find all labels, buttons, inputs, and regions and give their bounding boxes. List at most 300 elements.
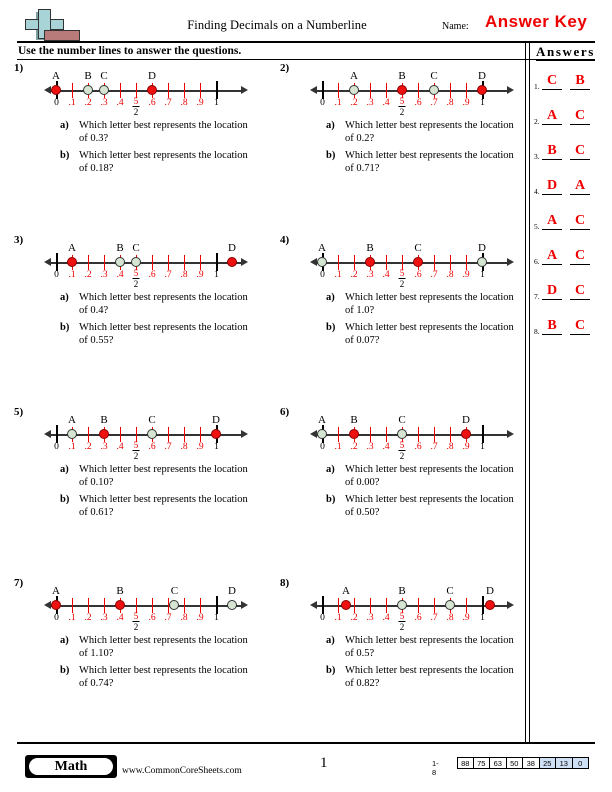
question-text: Which letter best represents the location of 0.10?: [79, 464, 248, 488]
number-line-tick: [184, 427, 185, 442]
answer-value-a: D: [542, 178, 562, 195]
question-letter: b): [326, 494, 336, 505]
number-line-tick-label: .6: [148, 270, 156, 280]
number-line-tick-label: .7: [430, 270, 438, 280]
number-line-point-label: C: [148, 414, 156, 426]
number-line-tick-label: .9: [462, 613, 470, 623]
question-letter: a): [60, 464, 69, 475]
grading-scale-range: 1-8: [432, 759, 439, 777]
answer-key-stamp: Answer Key: [485, 12, 588, 31]
number-line-tick-label: .7: [430, 442, 438, 452]
question-text: Which letter best represents the location of 0.74?: [79, 665, 248, 689]
number-line-tick: [434, 427, 435, 442]
number-line-tick-label: .8: [446, 442, 454, 452]
number-line-point: [99, 85, 109, 95]
number-line-tick: [72, 598, 73, 613]
number-line-tick-label: 1: [214, 270, 219, 280]
number-line-tick-label: .2: [84, 442, 92, 452]
number-line-point: [445, 600, 455, 610]
number-line-tick-label: .2: [350, 442, 358, 452]
number-line-point-label: C: [170, 585, 179, 597]
answer-value-b: C: [570, 248, 590, 265]
page-number: 1: [320, 755, 328, 771]
number-line-tick: [386, 83, 387, 98]
number-line-tick: [466, 598, 467, 613]
number-line-point-label: C: [100, 70, 108, 82]
arrow-right-icon: [507, 258, 514, 266]
number-line-point-label: A: [342, 585, 350, 597]
number-line-point-label: A: [68, 242, 76, 254]
number-line-tick: [152, 598, 153, 613]
number-line-tick: [482, 596, 484, 614]
arrow-left-icon: [44, 258, 51, 266]
number-line-tick: [184, 83, 185, 98]
number-line-point-label: A: [318, 242, 326, 254]
problem-number: 5): [14, 406, 24, 418]
answer-row: [534, 143, 596, 163]
number-line-tick-label: .3: [100, 442, 108, 452]
number-line-point-label: D: [462, 414, 470, 426]
number-line-tick-label: .2: [350, 98, 358, 108]
number-line-fraction-label: 5 2: [133, 96, 139, 117]
number-line-tick-label: .8: [180, 270, 188, 280]
number-line-tick: [216, 596, 218, 614]
number-line-tick-label: .1: [68, 442, 76, 452]
arrow-right-icon: [507, 601, 514, 609]
number-line-axis: [48, 605, 244, 607]
answer-row-number: 3.: [534, 152, 540, 161]
number-line-tick: [418, 427, 419, 442]
number-line-tick: [338, 255, 339, 270]
page-title: Finding Decimals on a Numberline: [187, 18, 367, 32]
number-line-tick-label: .8: [180, 98, 188, 108]
number-line-tick-label: .9: [462, 442, 470, 452]
number-line-tick: [88, 598, 89, 613]
number-line-tick-label: 0: [320, 270, 325, 280]
number-line-tick: [434, 598, 435, 613]
answers-title: Answers: [536, 44, 595, 59]
question-letter: b): [326, 665, 336, 676]
number-line-tick-label: .3: [100, 613, 108, 623]
problem-number: 1): [14, 62, 24, 74]
number-line-fraction-label: 5 2: [133, 268, 139, 289]
number-line-tick: [56, 425, 58, 443]
number-line-tick-label: .2: [84, 270, 92, 280]
number-line-tick: [418, 83, 419, 98]
question-letter: b): [326, 322, 336, 333]
name-label: Name:: [442, 21, 469, 32]
question-letter: b): [60, 150, 70, 161]
number-line-tick-label: .6: [148, 613, 156, 623]
number-line: [44, 583, 249, 632]
number-line-point: [397, 429, 407, 439]
number-line-tick-label: 0: [54, 270, 59, 280]
number-line-tick: [184, 255, 185, 270]
problem-number: 4): [280, 234, 290, 246]
number-line-tick: [56, 253, 58, 271]
number-line-point: [131, 257, 141, 267]
arrow-left-icon: [310, 258, 317, 266]
number-line-tick-label: 1: [480, 270, 485, 280]
number-line-tick: [370, 83, 371, 98]
number-line-tick: [434, 255, 435, 270]
question-text: Which letter best represents the location of 0.07?: [345, 322, 514, 346]
number-line-tick-label: 1: [214, 613, 219, 623]
number-line-point: [349, 85, 359, 95]
number-line-tick: [322, 596, 324, 614]
answer-value-b: A: [570, 178, 590, 195]
problem-number: 6): [280, 406, 290, 418]
number-line-fraction-label: 5 2: [399, 96, 405, 117]
number-line-tick: [482, 425, 484, 443]
number-line-tick-label: .7: [430, 98, 438, 108]
answer-row: [534, 213, 596, 233]
number-line-point: [477, 257, 487, 267]
header-divider: [17, 41, 595, 43]
arrow-left-icon: [44, 430, 51, 438]
number-line-tick: [72, 83, 73, 98]
number-line-tick-label: .4: [116, 98, 124, 108]
answer-row-number: 6.: [534, 257, 540, 266]
answer-row-number: 7.: [534, 292, 540, 301]
problem-number: 2): [280, 62, 290, 74]
number-line-tick-label: .4: [116, 442, 124, 452]
answer-row: [534, 283, 596, 303]
number-line-tick: [152, 255, 153, 270]
number-line-tick-label: 0: [54, 98, 59, 108]
number-line-point: [169, 600, 179, 610]
number-line-tick: [466, 255, 467, 270]
number-line-tick: [104, 598, 105, 613]
grading-scale-cell: 13: [556, 757, 573, 769]
number-line-point-label: D: [228, 242, 236, 254]
question-letter: a): [326, 464, 335, 475]
number-line-tick-label: .3: [366, 270, 374, 280]
number-line-axis: [48, 262, 244, 264]
number-line-fraction-label: 5 2: [399, 440, 405, 461]
answer-row-number: 8.: [534, 327, 540, 336]
grading-scale-cell: 50: [507, 757, 524, 769]
number-line-tick: [386, 598, 387, 613]
number-line-point-label: D: [478, 242, 486, 254]
question-text: Which letter best represents the location of 0.00?: [345, 464, 514, 488]
arrow-right-icon: [241, 258, 248, 266]
grading-scale-cell: 25: [540, 757, 557, 769]
number-line-tick: [322, 81, 324, 99]
number-line-tick-label: .9: [196, 98, 204, 108]
number-line: [44, 412, 249, 461]
question-letter: b): [60, 494, 70, 505]
number-line-point-label: C: [430, 70, 438, 82]
number-line-tick-label: 0: [54, 442, 59, 452]
number-line-tick-label: .8: [446, 613, 454, 623]
number-line-point-label: D: [486, 585, 494, 597]
number-line-tick-label: 0: [320, 613, 325, 623]
number-line-tick: [120, 83, 121, 98]
number-line-tick-label: .9: [196, 613, 204, 623]
answer-row: [534, 73, 596, 93]
answer-value-b: C: [570, 213, 590, 230]
number-line-point: [349, 429, 359, 439]
number-line-point-label: B: [84, 70, 92, 82]
question-text: Which letter best represents the location of 0.5?: [345, 635, 514, 659]
number-line-point: [397, 600, 407, 610]
number-line-point: [461, 429, 471, 439]
number-line-tick: [120, 427, 121, 442]
grading-scale-cell: 0: [573, 757, 590, 769]
arrow-left-icon: [310, 601, 317, 609]
number-line-tick-label: 1: [480, 613, 485, 623]
number-line-point-label: A: [350, 70, 358, 82]
answer-row-number: 4.: [534, 187, 540, 196]
grading-scale-cell: 75: [474, 757, 491, 769]
number-line-point: [317, 429, 327, 439]
answer-value-a: A: [542, 213, 562, 230]
number-line-tick: [418, 598, 419, 613]
number-line-point: [99, 429, 109, 439]
question-letter: b): [60, 665, 70, 676]
number-line-point: [115, 600, 125, 610]
number-line-tick: [168, 83, 169, 98]
number-line-tick-label: 0: [320, 98, 325, 108]
question-text: Which letter best represents the location of 0.4?: [79, 292, 248, 316]
number-line-tick-label: .2: [84, 613, 92, 623]
number-line-tick: [450, 427, 451, 442]
number-line-tick-label: .7: [164, 270, 172, 280]
question-letter: a): [60, 292, 69, 303]
number-line-tick: [466, 83, 467, 98]
question-text: Which letter best represents the location of 0.71?: [345, 150, 514, 174]
number-line-tick-label: .4: [382, 270, 390, 280]
number-line-point: [211, 429, 221, 439]
grading-scale-cell: 88: [457, 757, 474, 769]
number-line-tick: [450, 83, 451, 98]
number-line-axis: [314, 434, 510, 436]
question-text: Which letter best represents the location of 0.18?: [79, 150, 248, 174]
number-line-tick: [88, 427, 89, 442]
number-line-tick-label: .3: [366, 442, 374, 452]
number-line-point-label: B: [398, 585, 406, 597]
arrow-right-icon: [241, 601, 248, 609]
number-line-tick: [200, 598, 201, 613]
number-line-tick-label: .3: [100, 270, 108, 280]
answer-value-b: C: [570, 108, 590, 125]
number-line-tick-label: .7: [430, 613, 438, 623]
question-letter: a): [60, 120, 69, 131]
number-line-tick-label: .9: [196, 270, 204, 280]
arrow-right-icon: [241, 86, 248, 94]
number-line-tick: [386, 255, 387, 270]
grading-scale-cell: 38: [523, 757, 540, 769]
number-line-tick: [370, 598, 371, 613]
number-line-tick-label: .1: [334, 270, 342, 280]
worksheet-header: [17, 6, 595, 42]
answer-row: [534, 178, 596, 198]
number-line-tick-label: .1: [334, 98, 342, 108]
number-line-point-label: A: [68, 414, 76, 426]
number-line-point-label: C: [446, 585, 454, 597]
question-text: Which letter best represents the location of 1.10?: [79, 635, 248, 659]
answer-value-a: B: [542, 318, 562, 335]
number-line-point: [341, 600, 351, 610]
number-line-point-label: D: [228, 585, 236, 597]
arrow-left-icon: [310, 430, 317, 438]
number-line-tick: [338, 427, 339, 442]
question-letter: b): [60, 322, 70, 333]
number-line-point: [477, 85, 487, 95]
number-line-tick-label: .2: [350, 613, 358, 623]
answer-value-a: A: [542, 108, 562, 125]
number-line-point-label: B: [116, 242, 124, 254]
number-line-tick-label: .6: [414, 613, 422, 623]
number-line-tick-label: .1: [334, 442, 342, 452]
number-line-tick-label: 1: [480, 442, 485, 452]
number-line-axis: [48, 90, 244, 92]
number-line: [310, 68, 515, 117]
number-line-tick-label: .4: [382, 98, 390, 108]
number-line-point-label: C: [132, 242, 140, 254]
number-line-tick-label: .9: [196, 442, 204, 452]
number-line-point-label: B: [398, 70, 406, 82]
answer-row: [534, 248, 596, 268]
number-line-tick: [88, 255, 89, 270]
number-line-tick-label: .9: [462, 98, 470, 108]
question-letter: a): [326, 292, 335, 303]
arrow-right-icon: [241, 430, 248, 438]
number-line-tick-label: .3: [366, 613, 374, 623]
number-line-tick-label: .1: [334, 613, 342, 623]
number-line-point: [147, 85, 157, 95]
number-line-point-label: D: [148, 70, 156, 82]
number-line-tick-label: .6: [414, 98, 422, 108]
number-line-point-label: D: [212, 414, 220, 426]
number-line-tick-label: 1: [214, 442, 219, 452]
arrow-right-icon: [507, 430, 514, 438]
number-line-point: [67, 257, 77, 267]
answer-row: [534, 108, 596, 128]
instructions-text: Use the number lines to answer the questions.: [18, 45, 242, 57]
number-line-tick-label: .1: [68, 270, 76, 280]
number-line-tick: [370, 427, 371, 442]
question-text: Which letter best represents the location of 1.0?: [345, 292, 514, 316]
number-line-point-label: B: [366, 242, 374, 254]
number-line: [44, 68, 249, 117]
problem-number: 7): [14, 577, 24, 589]
number-line-tick-label: .1: [68, 98, 76, 108]
question-letter: a): [326, 635, 335, 646]
number-line-tick-label: .4: [116, 613, 124, 623]
number-line-point-label: B: [350, 414, 358, 426]
answer-row-number: 2.: [534, 117, 540, 126]
number-line-tick: [354, 598, 355, 613]
math-plus-logo-icon: [22, 8, 76, 42]
number-line-tick: [338, 83, 339, 98]
number-line-tick: [184, 598, 185, 613]
number-line-point: [147, 429, 157, 439]
question-text: Which letter best represents the location of 0.55?: [79, 322, 248, 346]
number-line-tick-label: .3: [100, 98, 108, 108]
website-url: www.CommonCoreSheets.com: [122, 766, 242, 776]
number-line-tick: [200, 427, 201, 442]
number-line-fraction-label: 5 2: [133, 611, 139, 632]
question-text: Which letter best represents the location of 0.50?: [345, 494, 514, 518]
number-line-point-label: A: [52, 585, 60, 597]
number-line-tick-label: .7: [164, 98, 172, 108]
number-line-tick: [386, 427, 387, 442]
number-line-point-label: D: [478, 70, 486, 82]
number-line-tick-label: .6: [148, 442, 156, 452]
number-line-tick-label: .7: [164, 442, 172, 452]
number-line-point-label: B: [116, 585, 124, 597]
question-text: Which letter best represents the location of 0.3?: [79, 120, 248, 144]
number-line-tick-label: .6: [414, 442, 422, 452]
number-line-fraction-label: 5 2: [399, 268, 405, 289]
answers-panel: [525, 42, 595, 742]
number-line-tick-label: 1: [480, 98, 485, 108]
subject-badge-label: Math: [29, 758, 113, 775]
answer-value-a: D: [542, 283, 562, 300]
number-line: [44, 240, 249, 289]
number-line-tick-label: .1: [68, 613, 76, 623]
number-line-tick-label: .8: [180, 613, 188, 623]
number-line-tick: [338, 598, 339, 613]
subject-badge: [25, 755, 117, 778]
question-text: Which letter best represents the location of 0.61?: [79, 494, 248, 518]
number-line-tick: [216, 253, 218, 271]
number-line-point: [115, 257, 125, 267]
number-line-tick-label: .6: [148, 98, 156, 108]
answer-value-b: B: [570, 73, 590, 90]
number-line-tick: [200, 83, 201, 98]
number-line-point: [317, 257, 327, 267]
arrow-left-icon: [310, 86, 317, 94]
number-line-point-label: A: [52, 70, 60, 82]
number-line-point: [51, 85, 61, 95]
number-line-tick-label: .4: [382, 613, 390, 623]
answer-value-b: C: [570, 143, 590, 160]
number-line: [310, 412, 515, 461]
number-line-tick-label: 1: [214, 98, 219, 108]
problem-number: 8): [280, 577, 290, 589]
number-line-tick: [168, 255, 169, 270]
instructions-divider: [17, 59, 595, 60]
number-line-point-label: C: [414, 242, 422, 254]
number-line-tick: [104, 255, 105, 270]
number-line-tick: [354, 255, 355, 270]
number-line-point: [429, 85, 439, 95]
number-line-point-label: B: [100, 414, 108, 426]
number-line-tick-label: .8: [446, 270, 454, 280]
question-letter: b): [326, 150, 336, 161]
number-line-tick-label: 0: [54, 613, 59, 623]
question-letter: a): [326, 120, 335, 131]
number-line-tick: [168, 427, 169, 442]
number-line-tick-label: .4: [382, 442, 390, 452]
number-line-point: [485, 600, 495, 610]
answer-value-a: A: [542, 248, 562, 265]
arrow-left-icon: [44, 601, 51, 609]
number-line-point: [227, 257, 237, 267]
number-line-point: [413, 257, 423, 267]
arrow-right-icon: [507, 86, 514, 94]
number-line-tick-label: .9: [462, 270, 470, 280]
number-line-tick-label: .2: [350, 270, 358, 280]
footer-divider: [17, 742, 595, 744]
number-line-tick-label: .4: [116, 270, 124, 280]
number-line-tick-label: 0: [320, 442, 325, 452]
number-line-point: [397, 85, 407, 95]
number-line-point: [51, 600, 61, 610]
